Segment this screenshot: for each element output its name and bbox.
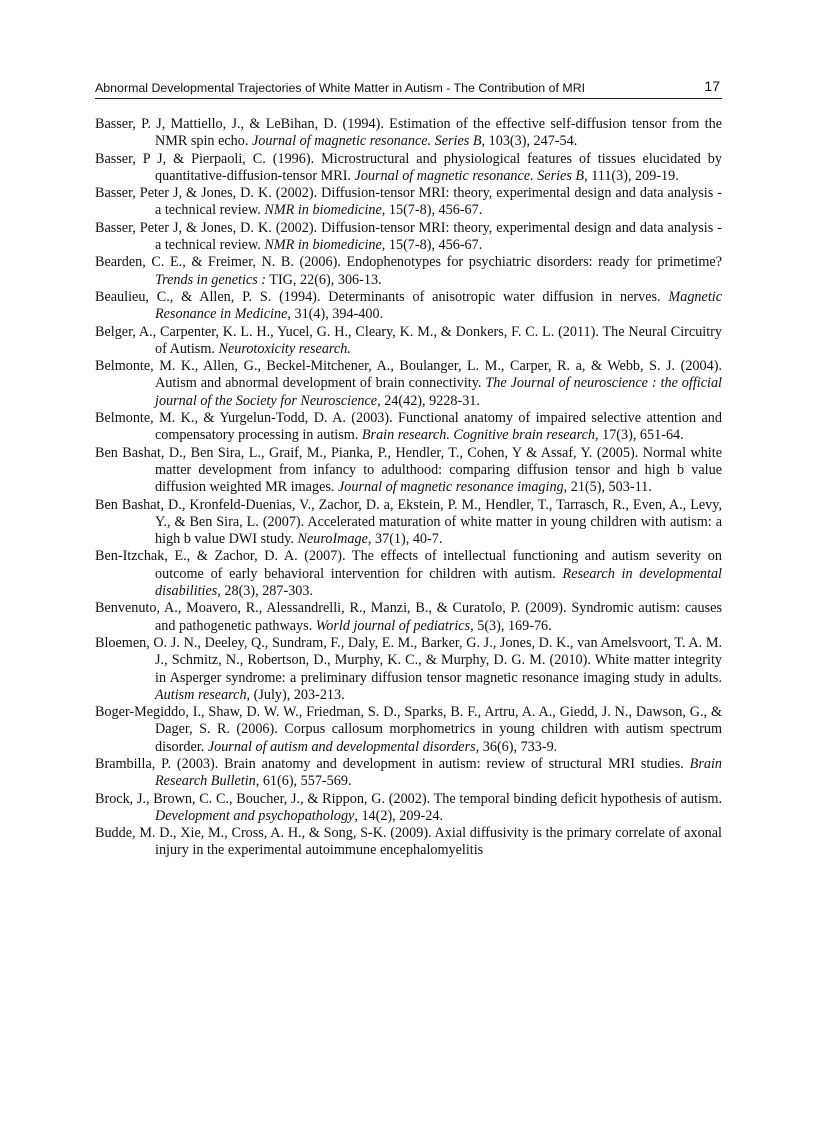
reference-source: NMR in biomedicine <box>264 202 382 219</box>
reference-entry <box>95 151 722 186</box>
reference-details: , 61(6), 557-569. <box>255 773 352 790</box>
reference-entry <box>95 116 722 151</box>
reference-entry <box>95 289 722 324</box>
reference-text: Budde, M. D., Xie, M., Cross, A. H., & Song, S-K. (2009). Axial diffusivity is the primary correlate of axonal injury in the experimental autoimmune encephalomyelitis <box>95 825 722 859</box>
reference-entry <box>95 791 722 826</box>
reference-details: , 15(7-8), 456-67. <box>381 202 483 219</box>
reference-text: Belmonte, M. K., & Yurgelun-Todd, D. A. (2003). Functional anatomy of impaired selective attention and compensatory processing in autism. <box>95 410 722 444</box>
reference-text: Basser, Peter J, & Jones, D. K. (2002). Diffusion-tensor MRI: theory, experimental design and data analysis - a technical review. <box>95 219 722 254</box>
reference-text: Belger, A., Carpenter, K. L. H., Yucel, G. H., Cleary, K. M., & Donkers, F. C. L. (2011). The Neural Circuitry of Autism. <box>95 323 722 357</box>
reference-source: Magnetic Resonance in Medicine <box>155 288 722 323</box>
reference-details: , 15(7-8), 456-67. <box>381 237 483 254</box>
reference-text: Brambilla, P. (2003). Brain anatomy and development in autism: review of structural MRI studies. <box>95 755 690 772</box>
reference-text: Basser, P. J, Mattiello, J., & LeBihan, D. (1994). Estimation of the effective self-diffusion tensor from the NMR spin echo. <box>95 116 722 150</box>
reference-details: , 31(4), 394-400. <box>287 306 384 323</box>
reference-list <box>95 116 722 860</box>
reference-entry <box>95 497 722 549</box>
reference-entry <box>95 358 722 410</box>
reference-details: 5(3), 169-76. <box>473 617 552 634</box>
running-header <box>95 78 722 99</box>
reference-source: Brain research. Cognitive brain research <box>361 427 596 444</box>
reference-source: Autism research <box>155 686 247 703</box>
reference-source: Neurotoxicity research. <box>218 340 351 357</box>
reference-source: Journal of magnetic resonance imaging <box>337 479 564 496</box>
page-number: 17 <box>704 78 720 94</box>
reference-entry <box>95 324 722 359</box>
reference-entry <box>95 600 722 635</box>
reference-source: NeuroImage <box>297 531 368 548</box>
reference-entry <box>95 756 722 791</box>
reference-entry <box>95 445 722 497</box>
reference-text: Ben Bashat, D., Ben Sira, L., Graif, M., Pianka, P., Hendler, T., Cohen, Y & Assaf, Y. (2005). Normal white matter development from infancy to adulthood: comparing diffusion tensor and high b value diffusion weighted MR images. <box>95 444 722 496</box>
reference-source: Brain Research Bulletin <box>155 755 722 790</box>
reference-entry <box>95 825 722 860</box>
reference-text: Boger-Megiddo, I., Shaw, D. W. W., Friedman, S. D., Sparks, B. F., Artru, A. A., Giedd, J. N., Dawson, G., & Dager, S. R. (2006). Corpus callosum morphometrics in young children with autism spectrum disorder. <box>95 704 722 755</box>
reference-source: Journal of magnetic resonance. Series B <box>251 133 482 150</box>
reference-source: NMR in biomedicine <box>264 237 382 254</box>
reference-entry <box>95 220 722 255</box>
reference-text: Bearden, C. E., & Freimer, N. B. (2006). Endophenotypes for psychiatric disorders: ready for primetime? <box>95 254 722 271</box>
reference-text: Basser, P J, & Pierpaoli, C. (1996). Microstructural and physiological features of tissues elucidated by quantitative-diffusion-tensor MRI. <box>95 150 722 184</box>
reference-entry <box>95 185 722 220</box>
reference-text: Belmonte, M. K., Allen, G., Beckel-Mitchener, A., Boulanger, L. M., Carper, R. a, & Webb, S. J. (2004). Autism and abnormal development of brain connectivity. <box>95 358 722 392</box>
reference-text: Brock, J., Brown, C. C., Boucher, J., & Rippon, G. (2002). The temporal binding deficit hypothesis of autism. <box>95 790 722 807</box>
reference-details: , 37(1), 40-7. <box>367 531 443 548</box>
reference-entry <box>95 635 722 704</box>
reference-source: Development and psychopathology <box>155 807 355 824</box>
reference-details: , 17(3), 651-64. <box>595 427 684 444</box>
reference-details: , 28(3), 287-303. <box>217 583 314 600</box>
reference-entry <box>95 254 722 289</box>
reference-details: TIG, 22(6), 306-13. <box>266 271 382 288</box>
reference-details: , 36(6), 733-9. <box>475 738 558 755</box>
reference-details: , 24(42), 9228-31. <box>377 392 480 409</box>
reference-source: World journal of pediatrics, <box>315 617 474 634</box>
reference-text: Ben-Itzchak, E., & Zachor, D. A. (2007). The effects of intellectual functioning and autism severity on outcome of early behavioral intervention for children with autism. <box>95 548 722 582</box>
reference-details: , 111(3), 209-19. <box>584 167 679 184</box>
reference-text: Bloemen, O. J. N., Deeley, Q., Sundram, F., Daly, E. M., Barker, G. J., Jones, D. K., van Amelsvoort, T. A. M. J., Schmitz, N., Robertson, D., Murphy, K. C., & Murphy, D. G. M. (2010). White matter integrity in Asperger syndrome: a preliminary diffusion tensor magnetic resonance imaging study in adults. <box>95 634 722 686</box>
reference-source: The Journal of neuroscience : the official journal of the Society for Neuroscience <box>155 375 722 409</box>
reference-entry <box>95 704 722 756</box>
reference-entry <box>95 410 722 445</box>
reference-source: Research in developmental disabilities <box>155 565 722 600</box>
reference-source: Journal of autism and developmental disorders <box>207 738 476 755</box>
reference-text: Basser, Peter J, & Jones, D. K. (2002). Diffusion-tensor MRI: theory, experimental design and data analysis - a technical review. <box>95 185 722 219</box>
reference-source: Trends in genetics : <box>155 271 266 288</box>
reference-details: , 21(5), 503-11. <box>563 479 652 496</box>
reference-text: Ben Bashat, D., Kronfeld-Duenias, V., Zachor, D. a, Ekstein, P. M., Hendler, T., Tarrasch, R., Even, A., Levy, Y., & Ben Sira, L. (2007). Accelerated maturation of white matter in young children with autism: a high b value DWI study. <box>95 496 722 548</box>
reference-source: Journal of magnetic resonance. Series B <box>354 167 585 184</box>
reference-text: Benvenuto, A., Moavero, R., Alessandrelli, R., Manzi, B., & Curatolo, P. (2009). Syndromic autism: causes and pathogenetic pathways. <box>95 600 722 634</box>
reference-text: Beaulieu, C., & Allen, P. S. (1994). Determinants of anisotropic water diffusion in nerves. <box>95 288 669 305</box>
reference-entry <box>95 548 722 600</box>
header-title: Abnormal Developmental Trajectories of White Matter in Autism - The Contribution of MRI <box>95 81 586 95</box>
reference-details: , (July), 203-213. <box>246 686 345 703</box>
reference-details: , 14(2), 209-24. <box>354 807 444 824</box>
reference-details: , 103(3), 247-54. <box>481 133 578 150</box>
